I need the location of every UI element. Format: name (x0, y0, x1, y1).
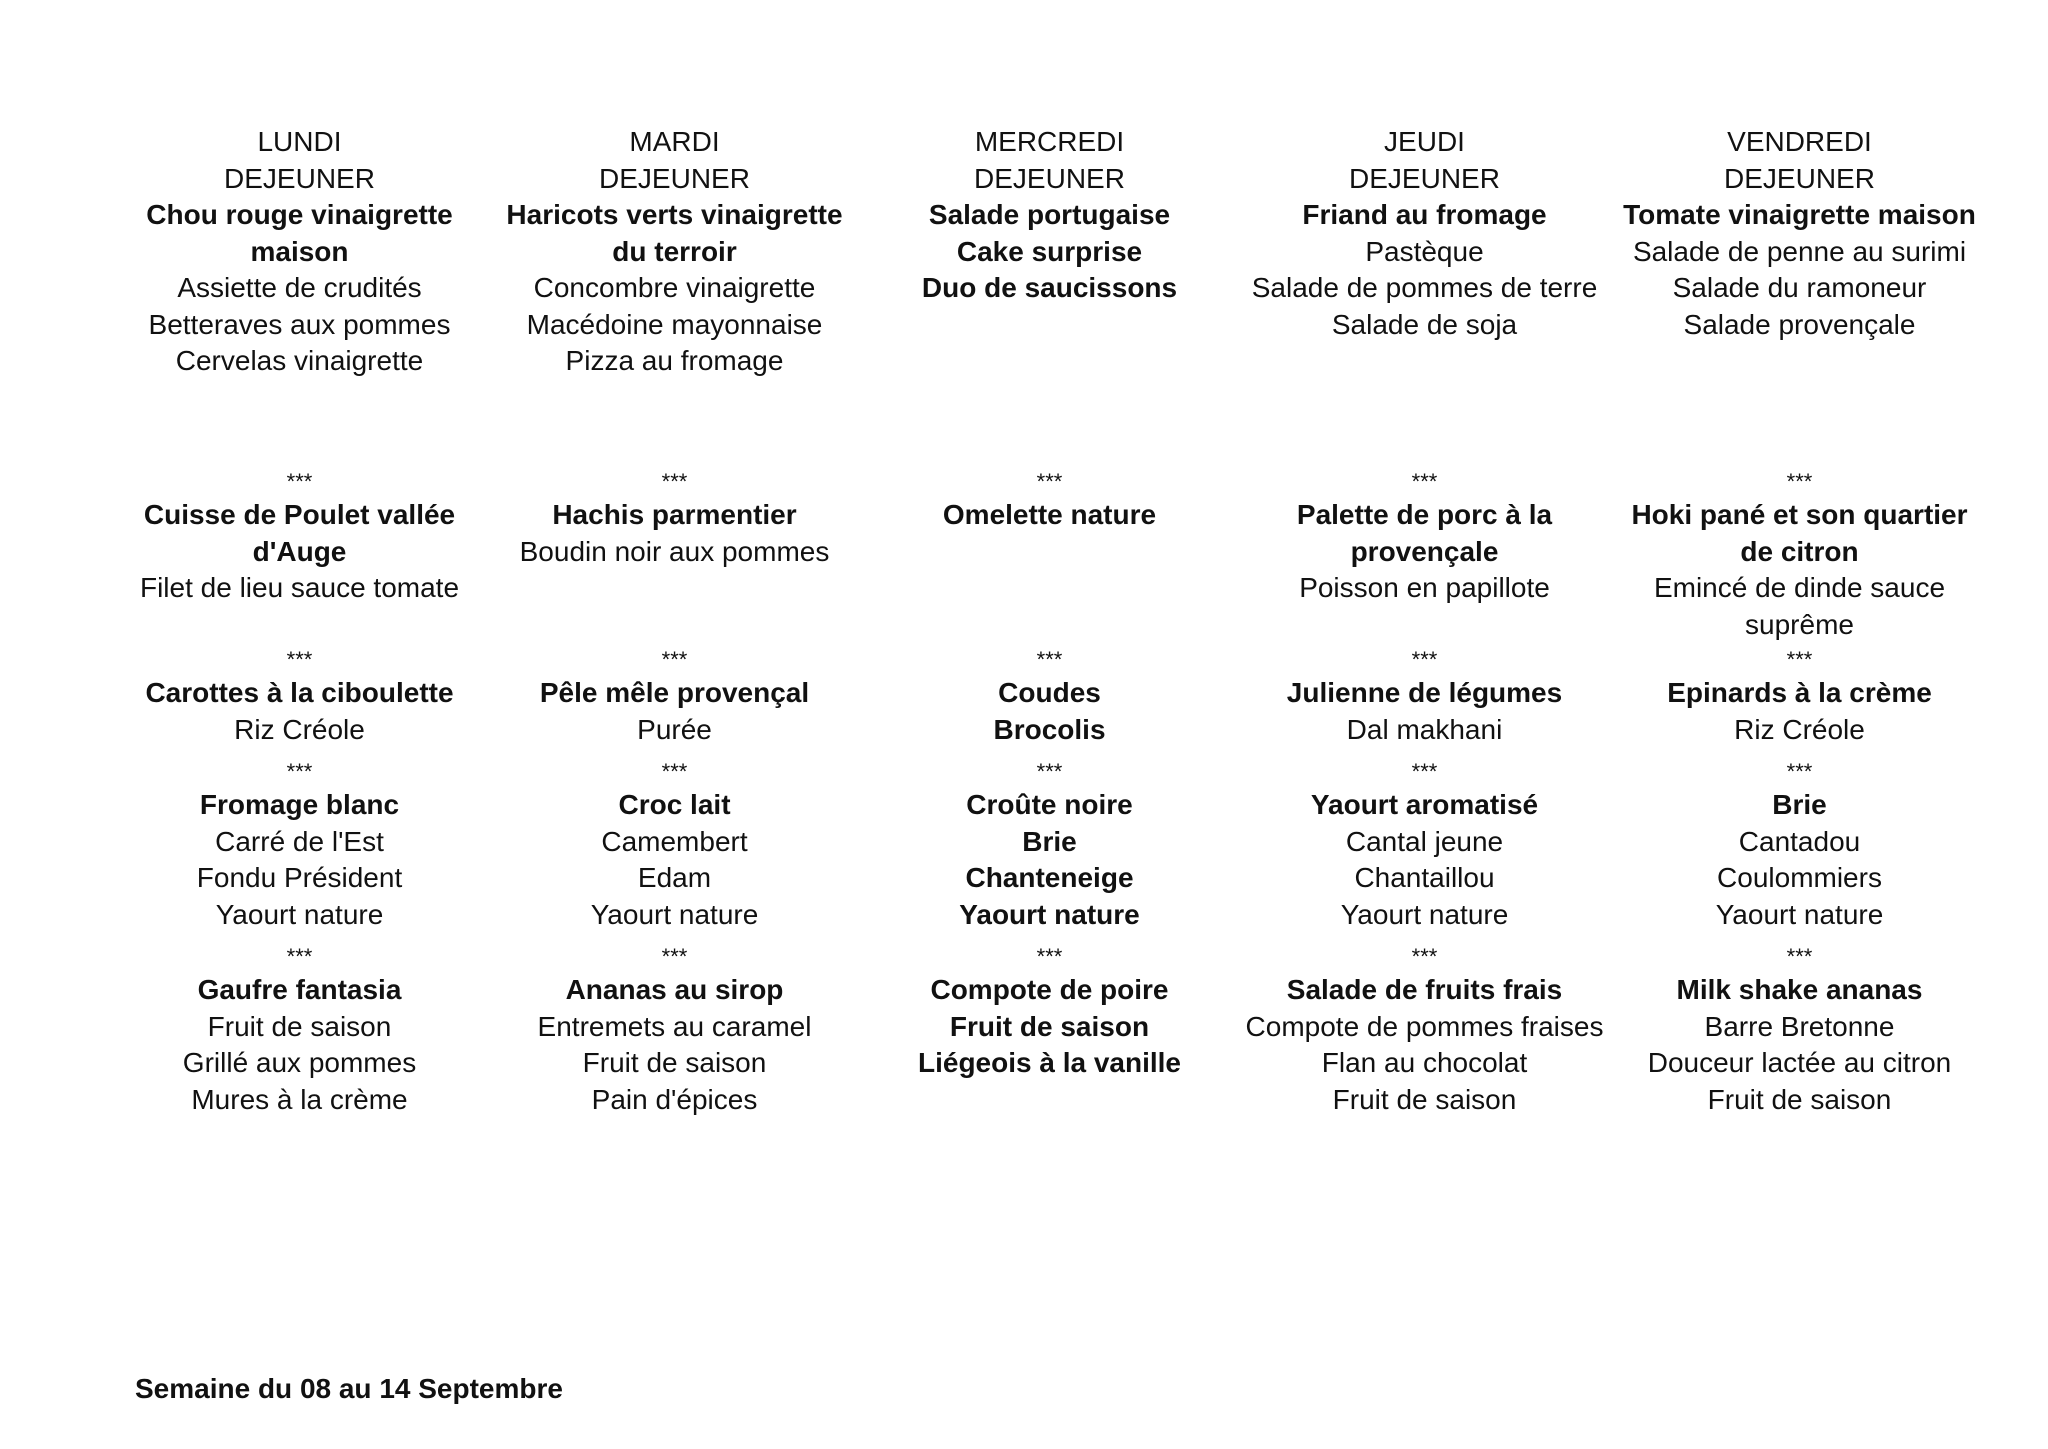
menu-item: Pizza au fromage (565, 345, 784, 376)
side-dishes-section (112, 675, 487, 757)
meal-name: DEJEUNER (1724, 162, 1875, 194)
menu-item: Compote de pommes fraises (1245, 1010, 1604, 1042)
day-name: VENDREDI (1727, 126, 1872, 157)
menu-item: Compote de poire (930, 974, 1169, 1005)
menu-item: Betteraves aux pommes (148, 308, 451, 340)
menu-item: Camembert (601, 825, 748, 857)
menu-item: Yaourt aromatisé (1310, 789, 1539, 820)
course-separator: *** (1036, 944, 1063, 969)
menu-item: Croc lait (618, 789, 731, 820)
day-column-mardi (487, 124, 862, 1172)
menu-item: Cake surprise (956, 235, 1143, 267)
menu-item: Fruit de saison (582, 1047, 767, 1078)
cheese-dairy-section (112, 787, 487, 942)
starters-section (862, 197, 1237, 467)
menu-item: Carré de l'Est (215, 825, 384, 857)
menu-item: Chanteneige (965, 862, 1134, 893)
main-dishes-section (1237, 497, 1612, 645)
menu-item: Fondu Président (196, 862, 403, 893)
menu-item: Flan au chocolat (1321, 1047, 1528, 1078)
menu-item: Purée (637, 713, 712, 745)
menu-item: Yaourt nature (1340, 898, 1509, 930)
week-label: Semaine du 08 au 14 Septembre (135, 1373, 563, 1404)
menu-item: Pêle mêle provençal (539, 677, 810, 708)
side-dishes-section (487, 675, 862, 757)
menu-item: Fruit de saison (207, 1010, 392, 1042)
menu-item: Palette de porc à la provençale (1296, 499, 1553, 567)
menu-item: Julienne de légumes (1286, 677, 1563, 708)
menu-item: Salade provençale (1683, 308, 1916, 340)
menu-item: Friand au fromage (1302, 199, 1547, 230)
course-separator: *** (1036, 469, 1063, 494)
cheese-dairy-section (862, 787, 1237, 942)
weekly-menu-grid (112, 124, 1987, 1172)
day-name: MARDI (629, 126, 720, 157)
menu-item: Epinards à la crème (1667, 677, 1932, 708)
menu-item: Dal makhani (1346, 713, 1503, 745)
course-separator: *** (1786, 759, 1813, 784)
main-dishes-section (112, 497, 487, 645)
meal-name: DEJEUNER (974, 162, 1125, 194)
menu-item: Filet de lieu sauce tomate (139, 572, 460, 603)
course-separator: *** (286, 944, 313, 969)
day-column-vendredi (1612, 124, 1987, 1172)
course-separator: *** (286, 469, 313, 494)
menu-item: Cervelas vinaigrette (175, 345, 424, 376)
day-name: JEUDI (1384, 126, 1465, 157)
menu-item: Emincé de dinde sauce suprême (1653, 572, 1946, 640)
course-separator: *** (286, 759, 313, 784)
menu-item: Concombre vinaigrette (533, 272, 816, 303)
course-separator: *** (661, 944, 688, 969)
menu-item: Pastèque (1365, 235, 1484, 267)
course-separator: *** (661, 469, 688, 494)
menu-item: Hachis parmentier (552, 499, 797, 530)
menu-item: Ananas au sirop (565, 974, 784, 1005)
menu-item: Grillé aux pommes (182, 1047, 417, 1078)
menu-item: Brocolis (993, 713, 1106, 745)
menu-item: Duo de saucissons (921, 272, 1178, 303)
menu-item: Brie (1772, 789, 1827, 820)
meal-name: DEJEUNER (1349, 162, 1500, 194)
menu-item: Coulommiers (1717, 862, 1882, 893)
course-separator: *** (286, 647, 313, 672)
cheese-dairy-section (487, 787, 862, 942)
menu-item: Yaourt nature (1715, 898, 1884, 930)
menu-item: Macédoine mayonnaise (526, 308, 823, 340)
day-column-jeudi (1237, 124, 1612, 1172)
menu-item: Croûte noire (966, 789, 1133, 820)
menu-item: Boudin noir aux pommes (519, 535, 830, 567)
starters-section (487, 197, 862, 467)
course-separator: *** (661, 759, 688, 784)
side-dishes-section (1237, 675, 1612, 757)
menu-item: Hoki pané et son quartier de citron (1631, 499, 1968, 567)
menu-item: Riz Créole (234, 713, 365, 745)
course-separator: *** (1411, 944, 1438, 969)
course-separator: *** (1411, 647, 1438, 672)
menu-item: Tomate vinaigrette maison (1623, 199, 1976, 230)
menu-item: Mures à la crème (191, 1083, 408, 1115)
cheese-dairy-section (1237, 787, 1612, 942)
meal-name: DEJEUNER (599, 162, 750, 194)
menu-item: Salade de penne au surimi (1632, 235, 1967, 267)
desserts-section (1237, 972, 1612, 1172)
day-name: MERCREDI (974, 126, 1125, 157)
desserts-section (112, 972, 487, 1172)
main-dishes-section (487, 497, 862, 645)
day-column-lundi (112, 124, 487, 1172)
menu-item: Liégeois à la vanille (917, 1047, 1181, 1078)
menu-item: Cuisse de Poulet vallée d'Auge (143, 499, 456, 567)
menu-item: Cantadou (1738, 825, 1861, 857)
day-column-mercredi (862, 124, 1237, 1172)
menu-item: Yaourt nature (215, 898, 384, 930)
menu-item: Gaufre fantasia (197, 974, 402, 1005)
side-dishes-section (1612, 675, 1987, 757)
course-separator: *** (1786, 647, 1813, 672)
course-separator: *** (661, 647, 688, 672)
menu-item: Entremets au caramel (537, 1010, 812, 1042)
desserts-section (862, 972, 1237, 1172)
menu-item: Omelette nature (942, 499, 1157, 530)
menu-item: Douceur lactée au citron (1647, 1047, 1952, 1078)
starters-section (1237, 197, 1612, 467)
desserts-section (487, 972, 862, 1172)
course-separator: *** (1036, 647, 1063, 672)
starters-section (112, 197, 487, 467)
menu-item: Yaourt nature (959, 898, 1140, 930)
course-separator: *** (1786, 469, 1813, 494)
menu-item: Chou rouge vinaigrette maison (146, 199, 453, 267)
menu-item: Carottes à la ciboulette (145, 677, 454, 708)
menu-item: Coudes (998, 677, 1101, 708)
menu-item: Pain d'épices (591, 1083, 758, 1115)
side-dishes-section (862, 675, 1237, 757)
menu-item: Barre Bretonne (1704, 1010, 1895, 1042)
cheese-dairy-section (1612, 787, 1987, 942)
menu-item: Chantaillou (1354, 862, 1495, 893)
menu-item: Haricots verts vinaigrette du terroir (506, 199, 843, 267)
menu-item: Milk shake ananas (1676, 974, 1923, 1005)
starters-section (1612, 197, 1987, 467)
menu-item: Yaourt nature (590, 898, 759, 930)
menu-item: Salade de pommes de terre (1251, 272, 1598, 303)
menu-item: Fromage blanc (199, 789, 400, 820)
menu-item: Salade de soja (1331, 308, 1518, 340)
day-name: LUNDI (257, 126, 342, 157)
menu-item: Fruit de saison (949, 1010, 1150, 1042)
menu-item: Riz Créole (1734, 713, 1865, 745)
course-separator: *** (1786, 944, 1813, 969)
menu-item: Assiette de crudités (177, 272, 422, 303)
menu-item: Salade portugaise (928, 199, 1171, 230)
menu-item: Poisson en papillote (1299, 572, 1550, 603)
menu-item: Edam (637, 862, 712, 893)
menu-item: Fruit de saison (1707, 1083, 1892, 1115)
menu-item: Salade de fruits frais (1286, 974, 1563, 1005)
main-dishes-section (862, 497, 1237, 645)
desserts-section (1612, 972, 1987, 1172)
menu-item: Salade du ramoneur (1672, 272, 1927, 303)
course-separator: *** (1411, 759, 1438, 784)
menu-item: Cantal jeune (1345, 825, 1504, 857)
meal-name: DEJEUNER (224, 162, 375, 194)
menu-item: Fruit de saison (1332, 1083, 1517, 1115)
menu-item: Brie (1022, 825, 1077, 857)
course-separator: *** (1036, 759, 1063, 784)
course-separator: *** (1411, 469, 1438, 494)
main-dishes-section (1612, 497, 1987, 645)
